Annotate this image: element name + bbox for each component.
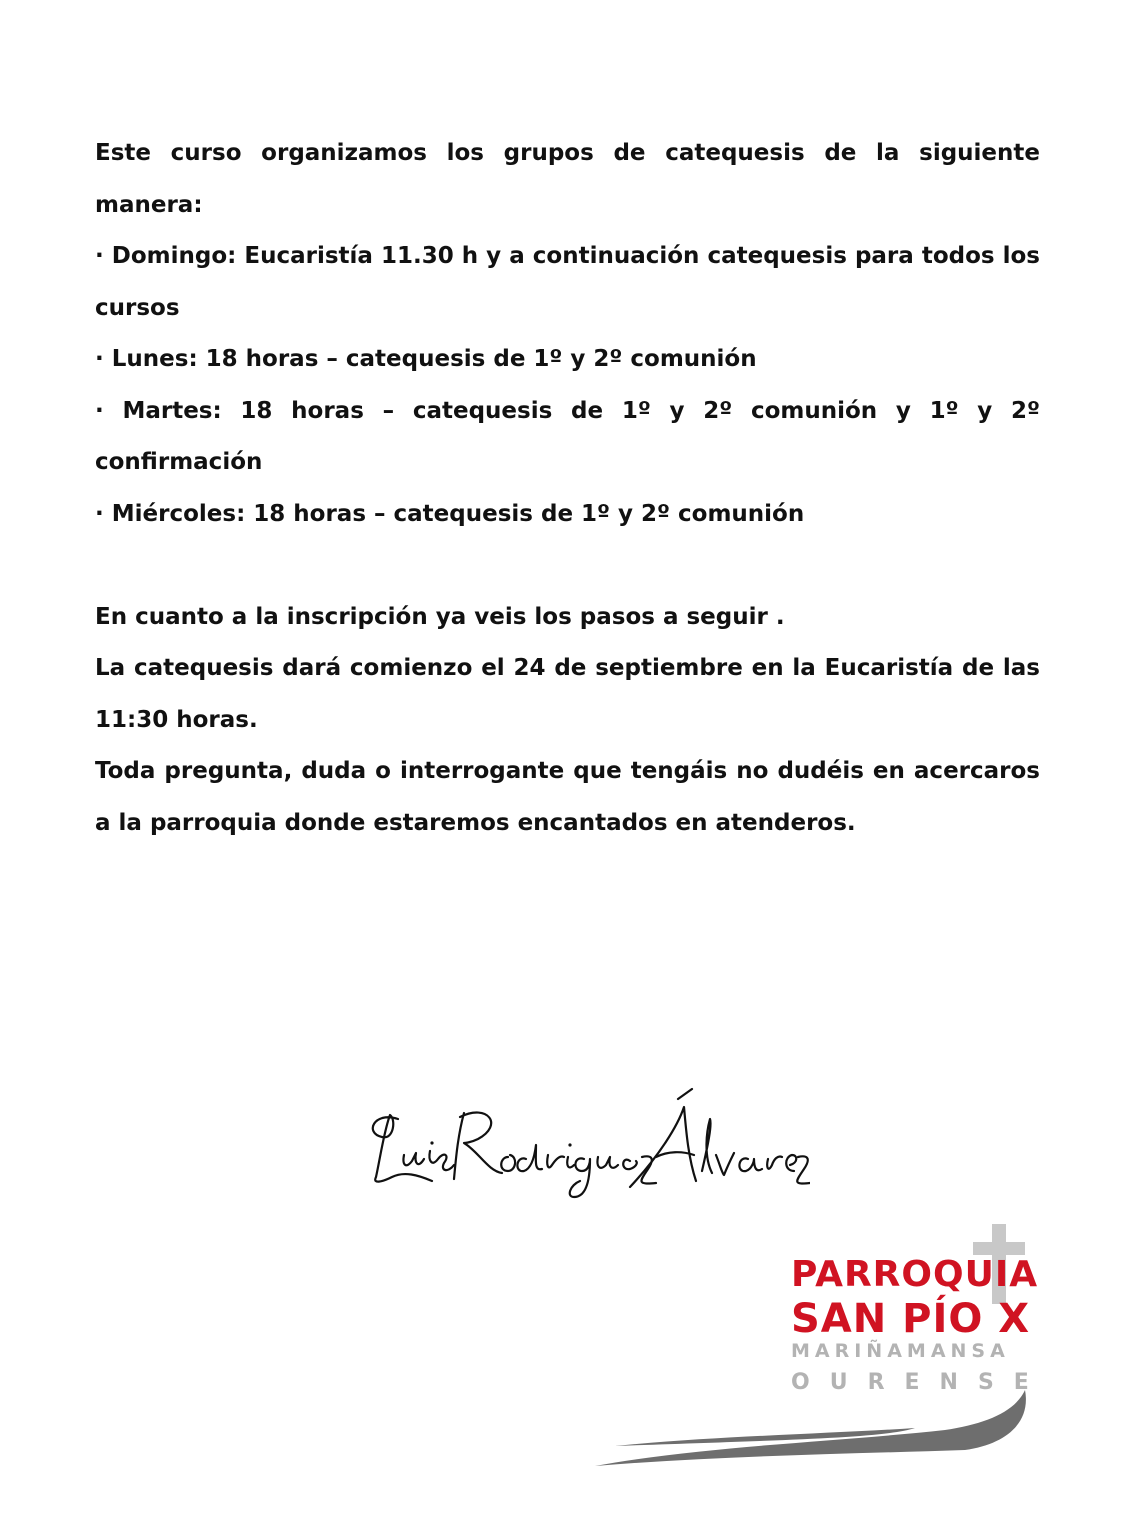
registration-paragraph: En cuanto a la inscripción ya veis los pasos a seguir . [95,603,785,630]
start-date-paragraph: La catequesis dará comienzo el 24 de septiembre en la Eucaristía de las 11:30 horas. [95,655,1040,733]
schedule-item-monday: · Lunes: 18 horas – catequesis de 1º y 2º comunión [95,346,757,372]
swoosh-icon [585,1382,1055,1472]
parish-logo [585,1222,1055,1472]
contact-paragraph: Toda pregunta, duda o interrogante que tengáis no dudéis en acercaros a la parroquia donde estaremos encantados en atenderos. [95,758,1040,836]
intro-paragraph: Este curso organizamos los grupos de catequesis de la siguiente manera: [95,140,1040,218]
logo-line-parroquia: PARROQUIA [791,1254,1039,1295]
letter-body [95,128,1040,849]
logo-line-marinamansa: MARIÑAMANSA [791,1340,1010,1362]
schedule-item-wednesday: · Miércoles: 18 horas – catequesis de 1º y 2º comunión [95,500,805,527]
logo-line-san-pio: SAN PÍO X [791,1296,1031,1342]
schedule-item-sunday: · Domingo: Eucaristía 11.30 h y a continuación catequesis para todos los cursos [95,243,1040,321]
paragraph-spacer [95,540,1040,592]
schedule-item-tuesday: · Martes: 18 horas – catequesis de 1º y 2º comunión y 1º y 2º confirmación [95,397,1040,475]
logo-line-ourense: OURENSE [791,1370,1049,1395]
handwritten-signature [360,1085,810,1205]
